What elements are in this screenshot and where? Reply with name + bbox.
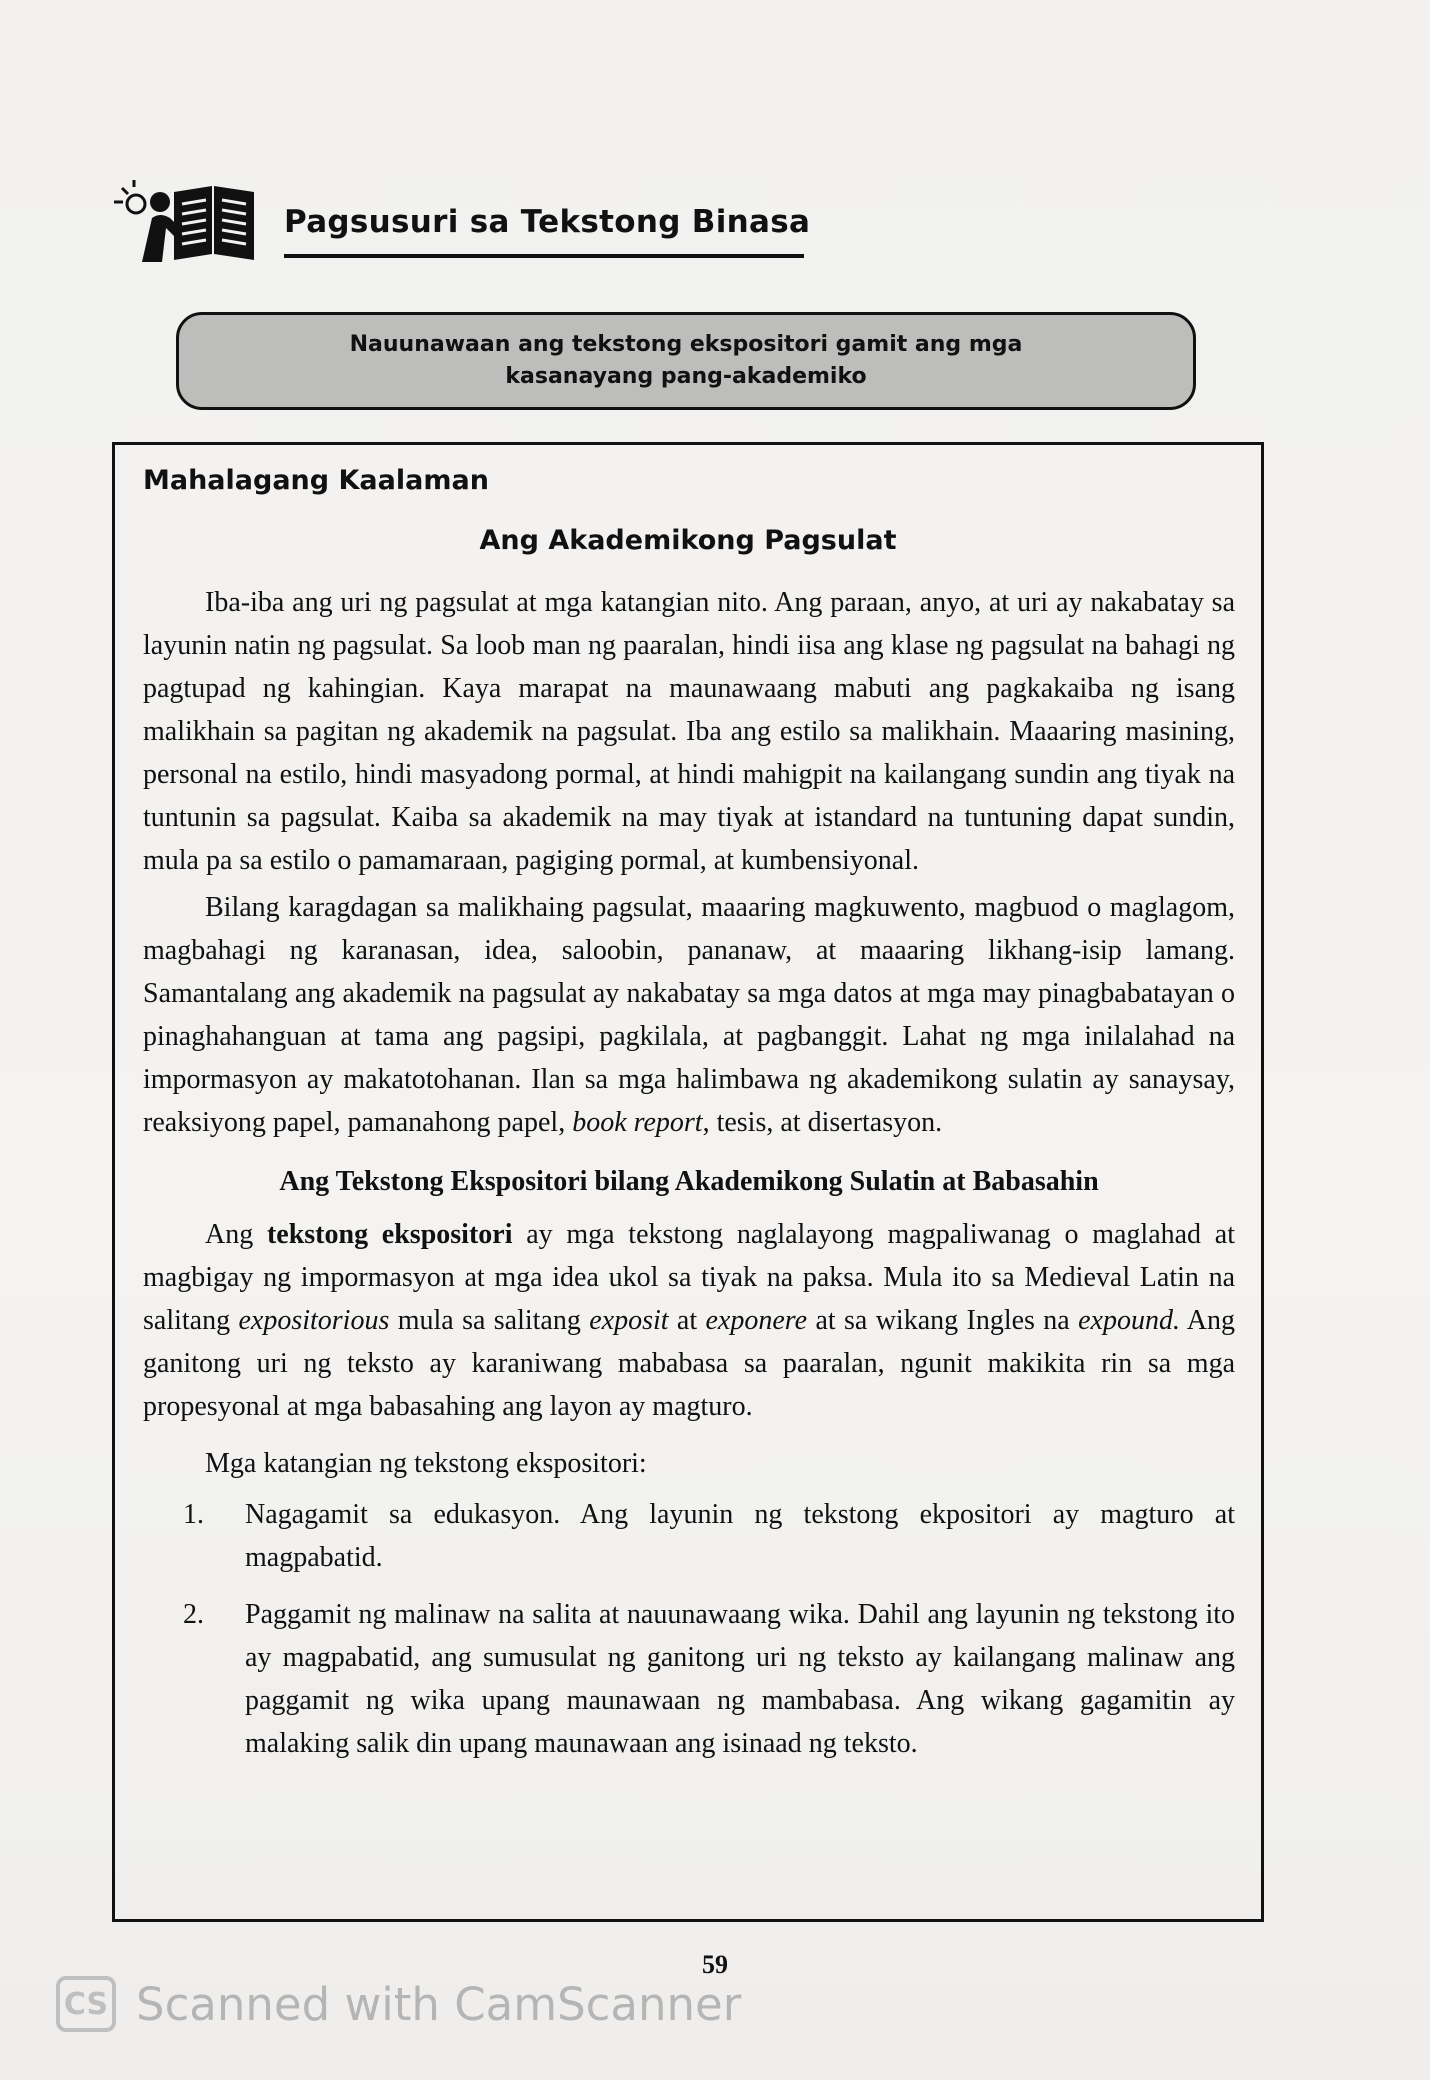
p3-word-expound: expound. bbox=[1078, 1305, 1180, 1336]
p3-term: tekstong ekspositori bbox=[266, 1219, 513, 1250]
list-item-number: 2. bbox=[183, 1599, 204, 1630]
paragraph-2-tail: , tesis, at disertasyon. bbox=[702, 1107, 943, 1138]
camscanner-watermark bbox=[56, 1972, 741, 2036]
characteristics-list bbox=[143, 1493, 1235, 1765]
paragraph-3 bbox=[143, 1213, 1235, 1428]
p3-word-exposit: exposit bbox=[589, 1305, 669, 1336]
article-body bbox=[143, 581, 1235, 1779]
objective-text: Nauunawaan ang tekstong ekspositori gamit ang mga kasanayang pang-akademiko bbox=[349, 332, 1023, 389]
list-item-text: Nagagamit sa edukasyon. Ang layunin ng tekstong ekpositori ay magturo at magpabatid. bbox=[245, 1499, 1235, 1573]
p3-text-g: at bbox=[668, 1305, 706, 1336]
p3-word-expositorious: expositorious bbox=[238, 1305, 390, 1336]
list-item bbox=[143, 1593, 1235, 1765]
p3-word-exponere: exponere bbox=[705, 1305, 808, 1336]
title-underline bbox=[284, 254, 804, 258]
paragraph-2-italic: book report bbox=[572, 1107, 703, 1138]
p3-text-a: Ang bbox=[205, 1219, 267, 1250]
subheading: Ang Tekstong Ekspositori bilang Akademikong Sulatin at Babasahin bbox=[279, 1166, 1099, 1197]
paragraph-1: Iba-iba ang uri ng pagsulat at mga katangian nito. Ang paraan, anyo, at uri ay nakabatay sa layunin natin ng pagsulat. Sa loob man ng paaralan, hindi iisa ang klase ng pagsulat na bahagi ng pagtupad ng kahingian. Kaya marapat na maunawaang mabuti ang pagkakaiba ng isang malikhain sa pagitan ng akademik na pagsulat. Iba ang estilo sa malikhain. Maaaring masining, personal na estilo, hindi masyadong pormal, at hindi mahigpit na kailangang sundin ang tiyak na tuntunin sa pagsulat. Kaiba sa akademik na may tiyak at istandard na tuntuning dapat sundin, mula pa sa estilo o pamamaraan, pagiging pormal, at kumbensiyonal. bbox=[143, 587, 1235, 876]
article-title: Ang Akademikong Pagsulat bbox=[479, 525, 897, 556]
paragraph-2-main: Bilang karagdagan sa malikhaing pagsulat, maaaring magkuwento, magbuod o maglagom, magbahagi ng karanasan, idea, saloobin, pananaw, at maaaring likhang-isip lamang. Samantalang ang akademik na pagsulat ay nakabatay sa mga datos at mga may pinagbabatayan o pinaghahanguan at tama ang pagsipi, pagkilala, at pagbanggit. Lahat ng mga inilalahad na impormasyon ay makatotohanan. Ilan sa mga halimbawa ng akademikong sulatin ay sanaysay, reaksiyong papel, pamanahong papel, bbox=[143, 892, 1235, 1138]
p3-text-i: at sa wikang Ingles na bbox=[807, 1305, 1079, 1336]
section-heading: Mahalagang Kaalaman bbox=[143, 465, 489, 496]
watermark-text: Scanned with CamScanner bbox=[136, 1977, 742, 2031]
camscanner-logo-icon: CS bbox=[56, 1976, 116, 2032]
content-frame bbox=[112, 442, 1264, 1922]
paragraph-2 bbox=[143, 886, 1235, 1144]
p3-text-e: mula sa salitang bbox=[389, 1305, 590, 1336]
reader-with-book-icon bbox=[112, 178, 262, 262]
objective-banner bbox=[176, 312, 1196, 410]
list-item-text: Paggamit ng malinaw na salita at nauunawaang wika. Dahil ang layunin ng tekstong ito ay magpabatid, ang sumusulat ng ganitong uri ng teksto ay kailangang malinaw ang paggamit ng wika upang maunawaan ng mambabasa. Ang wikang gagamitin ay malaking salik din upang maunawaan ang isinaad ng teksto. bbox=[245, 1599, 1235, 1759]
lesson-title: Pagsusuri sa Tekstong Binasa bbox=[284, 204, 811, 240]
p3-text-c: ay mga tekstong naglalayong magpaliwanag o maglahad at magbigay ng impormasyon at mga idea ukol sa tiyak na paksa. Mula ito sa Medieval Latin na salitang bbox=[143, 1219, 1235, 1336]
list-item bbox=[143, 1493, 1235, 1579]
list-item-number: 1. bbox=[183, 1499, 204, 1530]
page-number: 59 bbox=[702, 1950, 728, 1979]
p3-text-k: Ang ganitong uri ng teksto ay karaniwang mababasa sa paaralan, ngunit makikita rin sa mga propesyonal at mga babasahing ang layon ay magturo. bbox=[143, 1305, 1235, 1422]
lesson-header bbox=[112, 174, 1262, 264]
list-lead: Mga katangian ng tekstong ekspositori: bbox=[205, 1448, 647, 1479]
